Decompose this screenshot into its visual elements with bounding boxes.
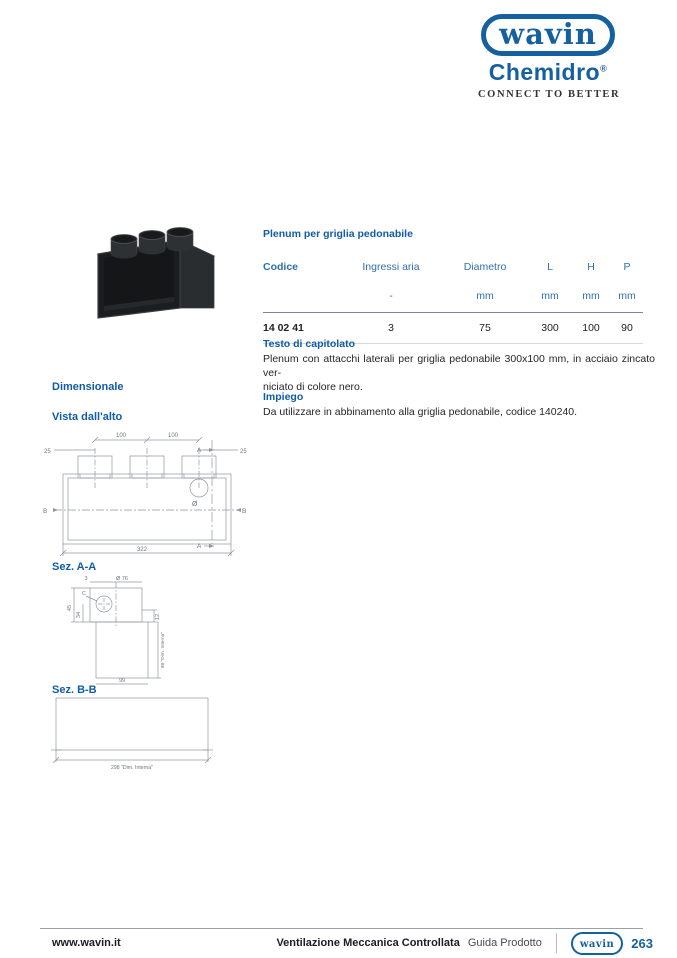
unit-codice xyxy=(263,278,341,312)
footer-website-link[interactable]: www.wavin.it xyxy=(52,937,121,949)
unit-h: mm xyxy=(582,290,600,302)
bb-dim-internal: 298 "Dim. Interna" xyxy=(110,765,154,771)
cell-codice: 14 02 41 xyxy=(263,322,304,334)
top-view-drawing xyxy=(42,426,248,558)
impiego-title: Impiego xyxy=(263,391,304,403)
aa-dim-3: 3 xyxy=(84,576,88,582)
capitolato-line-1: Plenum con attacchi laterali per griglia pedonabile 300x100 mm, in acciaio zincato ver- xyxy=(263,353,655,380)
footer-page-number: 263 xyxy=(631,935,653,951)
tv-a-arrowhead-bottom xyxy=(209,544,214,548)
tv-dim-25l: 25 xyxy=(44,449,51,455)
aa-dim-99: 99 xyxy=(118,678,126,684)
tv-b-arrowhead-left xyxy=(53,508,58,512)
footer-wavin-logo-text: wavin xyxy=(579,938,615,950)
tv-dim-100b: 100 xyxy=(167,433,179,439)
tv-section-b-left: B xyxy=(43,508,48,515)
aa-c-leader xyxy=(86,596,97,601)
tv-dim-total: 322 xyxy=(136,547,148,553)
unit-l: mm xyxy=(541,290,559,302)
cell-diametro: 75 xyxy=(479,322,491,334)
dimensionale-heading: Dimensionale xyxy=(52,381,124,393)
unit-ingressi: - xyxy=(389,290,393,302)
tv-section-b-right: B xyxy=(242,508,247,515)
aa-dim-diameter: Ø 76 xyxy=(116,576,128,582)
footer-doc-subtitle: Guida Prodotto xyxy=(467,937,542,949)
section-impiego xyxy=(263,391,655,419)
table-units-row xyxy=(263,278,643,312)
capitolato-title: Testo di capitolato xyxy=(263,338,355,350)
footer-divider-line xyxy=(40,928,643,929)
product-photo-plenum xyxy=(88,214,230,320)
tv-dim-25r: 25 xyxy=(240,449,247,455)
unit-diametro: mm xyxy=(476,290,494,302)
tv-diameter-symbol: Ø xyxy=(192,501,198,508)
cell-p: 90 xyxy=(621,322,633,334)
section-aa-drawing xyxy=(50,574,200,686)
col-header-ingressi: Ingressi aria xyxy=(362,261,420,273)
bb-body-outline xyxy=(56,698,208,750)
brand-tagline: CONNECT TO BETTER xyxy=(478,89,621,101)
cell-l: 300 xyxy=(541,322,559,334)
tv-dim-100a: 100 xyxy=(115,433,127,439)
tv-b-arrowhead-right xyxy=(236,508,241,512)
table-header-row xyxy=(263,256,643,278)
footer-vertical-divider xyxy=(556,933,557,953)
section-bb-heading: Sez. B-B xyxy=(52,684,97,696)
footer xyxy=(40,931,653,955)
aa-body-outline xyxy=(96,622,148,678)
cell-ingressi: 3 xyxy=(388,322,394,334)
col-header-h: H xyxy=(587,261,595,273)
wavin-logo-text: wavin xyxy=(499,17,597,51)
aa-label-c: C xyxy=(82,591,86,597)
top-view-heading: Vista dall'alto xyxy=(52,411,123,423)
col-header-p: P xyxy=(623,261,631,273)
section-aa-heading: Sez. A-A xyxy=(52,561,97,573)
aa-dim-34: 34 xyxy=(76,611,82,619)
chemidro-logo-text: Chemidro xyxy=(488,59,601,86)
capitolato-line-2: niciato di colore nero. xyxy=(263,381,363,394)
product-table-title: Plenum per griglia pedonabile xyxy=(263,228,413,240)
col-header-diametro: Diametro xyxy=(463,261,507,273)
section-bb-drawing xyxy=(50,694,222,772)
unit-p: mm xyxy=(618,290,636,302)
tv-section-a-bottom: A xyxy=(197,543,202,550)
aa-dim-internal: 98 "Dim. Interna" xyxy=(161,631,166,669)
tv-section-a-top: A xyxy=(197,447,202,454)
aa-dim-45: 45 xyxy=(67,604,73,612)
header-brand xyxy=(478,14,621,101)
wavin-logo xyxy=(481,14,615,56)
footer-wavin-logo xyxy=(571,932,623,955)
col-header-codice: Codice xyxy=(263,261,299,273)
footer-right-group xyxy=(276,932,653,955)
impiego-body: Da utilizzare in abbinamento alla griglia pedonabile, codice 140240. xyxy=(263,406,578,418)
tv-a-arrowhead-top xyxy=(209,448,214,452)
footer-doc-title: Ventilazione Meccanica Controllata xyxy=(276,937,460,949)
cell-h: 100 xyxy=(582,322,600,334)
aa-dim-12: 12 xyxy=(155,613,161,621)
chemidro-logo xyxy=(478,59,618,86)
registered-mark: ® xyxy=(600,63,608,74)
col-header-l: L xyxy=(547,261,553,273)
section-capitolato xyxy=(263,338,655,395)
product-table xyxy=(263,228,643,344)
